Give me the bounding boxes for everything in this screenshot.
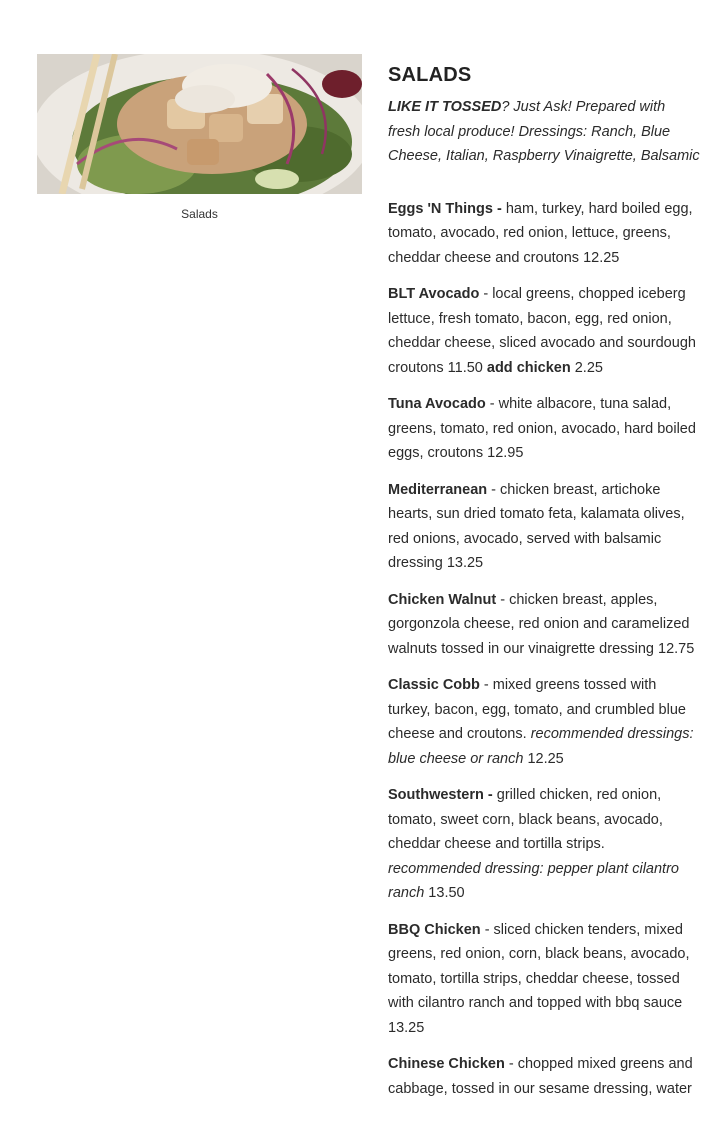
salads-section — [388, 64, 700, 1113]
item-desc: - mixed greens tossed with turkey, bacon, egg, tomato, and crumbled blue cheese and croutons. — [388, 677, 686, 742]
menu-item-classic-cobb — [388, 673, 700, 771]
item-name: Eggs 'N Things - — [388, 200, 502, 217]
menu-item-mediterranean — [388, 478, 700, 576]
item-price: 12.25 — [523, 750, 564, 767]
item-desc: ham, turkey, hard boiled egg, tomato, avocado, red onion, lettuce, greens, cheddar cheese and croutons 12.25 — [388, 200, 693, 266]
menu-item-chinese-chicken — [388, 1052, 700, 1101]
item-name: Classic Cobb — [388, 677, 480, 693]
salad-photo — [37, 54, 362, 194]
menu-item-chicken-walnut — [388, 588, 700, 662]
item-name: Tuna Avocado — [388, 396, 486, 412]
section-intro — [388, 95, 700, 169]
item-note: recommended dressing: pepper plant cilantro ranch — [388, 860, 679, 901]
item-desc: - chicken breast, artichoke hearts, sun dried tomato feta, kalamata olives, red onions, avocado, served with balsamic dressing 13.25 — [388, 481, 685, 571]
intro-lead: LIKE IT TOSSED — [388, 99, 502, 115]
menu-item-southwestern — [388, 783, 700, 906]
item-name: Southwestern - — [388, 787, 493, 803]
item-desc: - sliced chicken tenders, mixed greens, red onion, corn, black beans, avocado, tomato, tortilla strips, cheddar cheese, tossed with cilantro ranch and topped with bbq sauce 13.25 — [388, 921, 690, 1036]
item-name: BBQ Chicken — [388, 921, 481, 938]
image-caption: Salads — [181, 207, 218, 221]
section-title: SALADS — [388, 64, 472, 86]
item-note: recommended dressings: blue cheese or ranch — [388, 726, 694, 767]
item-name: Mediterranean — [388, 481, 488, 498]
item-desc: - local greens, chopped iceberg lettuce, fresh tomato, bacon, egg, red onion, cheddar cheese, sliced avocado and sourdough croutons 11.50 — [388, 286, 696, 376]
intro-text: ? Just Ask! Prepared with fresh local produce! Dressings: Ranch, Blue Cheese, Italian, Raspberry Vinaigrette, Balsamic — [388, 99, 700, 164]
item-addon: add chicken — [486, 359, 571, 376]
menu-item-bbq-chicken — [388, 918, 700, 1041]
menu-item-blt-avocado — [388, 282, 700, 380]
item-desc: - chicken breast, apples, gorgonzola cheese, red onion and caramelized walnuts tossed in our vinaigrette dressing 12.75 — [388, 591, 695, 657]
item-addon-price: 2.25 — [570, 359, 603, 376]
item-name: BLT Avocado — [388, 286, 480, 302]
item-name: Chinese Chicken — [388, 1056, 505, 1072]
menu-item-tuna-avocado — [388, 392, 700, 466]
item-desc: - white albacore, tuna salad, greens, tomato, red onion, avocado, hard boiled eggs, croutons 12.95 — [388, 396, 696, 461]
item-desc: - chopped mixed greens and cabbage, tossed in our sesame dressing, water — [388, 1056, 693, 1097]
menu-item-eggs-n-things — [388, 197, 700, 271]
item-price: 13.50 — [424, 885, 465, 901]
item-name: Chicken Walnut — [388, 591, 497, 608]
item-desc: grilled chicken, red onion, tomato, sweet corn, black beans, avocado, cheddar cheese and tortilla strips. — [388, 787, 663, 852]
